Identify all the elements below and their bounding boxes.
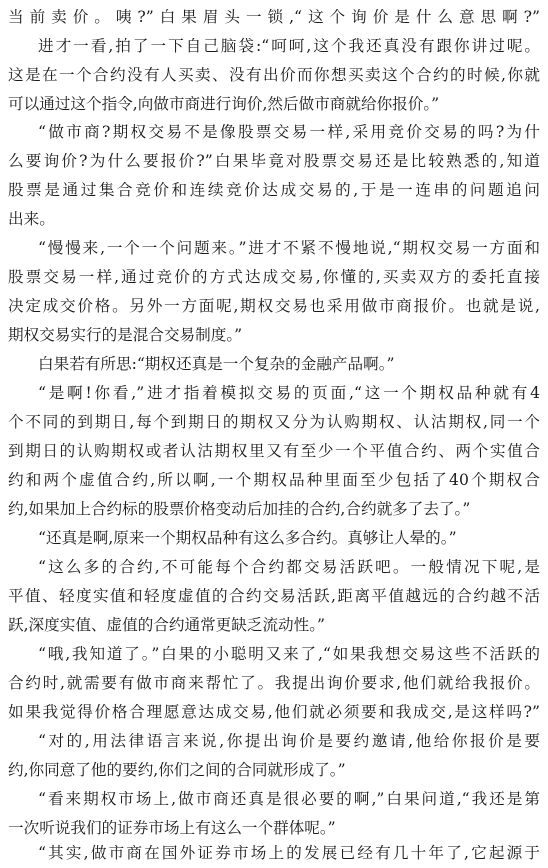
text-line: 约,你同意了他的要约,你们之间的合同就形成了。”	[8, 761, 346, 779]
text-line: “看来期权市场上,做市商还真是很必要的啊,”白果问道,“我还是第	[38, 790, 540, 808]
text-line: 当前卖价。咦?”白果眉头一锁,“这个询价是什么意思啊?”	[8, 8, 540, 26]
text-line: 这是在一个合约没有人买卖、没有出价而你想买卖这个合约的时候,你就	[8, 66, 540, 84]
text-line: 约,如果加上合约标的股票价格变动后加挂的合约,合约就多了去了。”	[8, 500, 471, 518]
text-line: 合约时,就需要有做市商来帮忙了。我提出询价要求,他们就给我报价。	[8, 674, 540, 692]
text-line: 可以通过这个指令,向做市商进行询价,然后做市商就给你报价。”	[8, 95, 440, 113]
text-line: “其实,做市商在国外证券市场上的发展已经有几十年了,它起源于	[38, 844, 540, 862]
text-line: 股票交易一样,通过竞价的方式达成交易,你懂的,买卖双方的委托直接	[8, 268, 540, 286]
text-line: 到期日的认购期权或者认沽期权里又有至少一个平值合约、两个实值合	[8, 442, 540, 460]
text-line: “这么多的合约,不可能每个合约都交易活跃吧。一般情况下呢,是	[38, 558, 540, 576]
text-line: “慢慢来,一个一个问题来。”进才不紧不慢地说,“期权交易一方面和	[38, 239, 540, 257]
text-line: 跃,深度实值、虚值的合约通常更缺乏流动性。”	[8, 616, 326, 634]
text-line: 如果我觉得价格合理愿意达成交易,他们就必须要和我成交,是这样吗?”	[8, 703, 540, 721]
text-line: 出来。	[8, 210, 55, 228]
text-line: 约和两个虚值合约,所以啊,一个期权品种里面至少包括了40个期权合	[8, 471, 540, 489]
text-line: “哦,我知道了。”白果的小聪明又来了,“如果我想交易这些不活跃的	[38, 645, 540, 663]
text-line: “做市商?期权交易不是像股票交易一样,采用竞价交易的吗?为什	[38, 123, 540, 141]
text-line: 个不同的到期日,每个到期日的期权又分为认购期权、认沽期权,同一个	[8, 413, 540, 431]
text-line: “是啊!你看,”进才指着模拟交易的页面,“这一个期权品种就有4	[38, 384, 540, 402]
text-line: 么要询价?为什么要报价?”白果毕竟对股票交易还是比较熟悉的,知道	[8, 152, 540, 170]
text-line: “还真是啊,原来一个期权品种有这么多合约。真够让人晕的。”	[38, 529, 457, 547]
text-line: 决定成交价格。另外一方面呢,期权交易也采用做市商报价。也就是说,	[8, 297, 540, 315]
text-line: 进才一看,拍了一下自己脑袋:“呵呵,这个我还真没有跟你讲过呢。	[38, 37, 540, 55]
text-line: 平值、轻度实值和轻度虚值的合约交易活跃,距离平值越远的合约越不活	[8, 587, 540, 605]
text-line: 股票是通过集合竞价和连续竞价达成交易的,于是一连串的问题追问	[8, 181, 540, 199]
text-line: 期权交易实行的是混合交易制度。”	[8, 326, 243, 344]
text-line: 白果若有所思:“期权还真是一个复杂的金融产品啊。”	[38, 355, 395, 373]
text-line: “对的,用法律语言来说,你提出询价是要约邀请,他给你报价是要	[38, 732, 540, 750]
text-line: 一次听说我们的证券市场上有这么一个群体呢。”	[8, 819, 336, 837]
